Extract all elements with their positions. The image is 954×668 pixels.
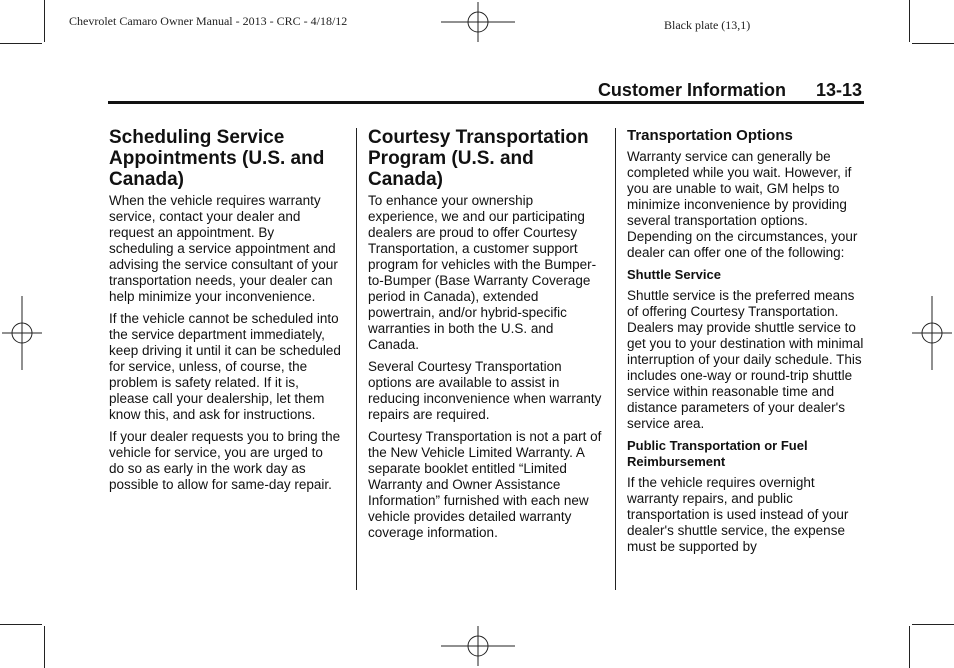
column-scheduling-service	[109, 127, 341, 499]
header-rule	[108, 101, 864, 104]
crop-mark-bottom-left-v	[44, 626, 45, 668]
running-head-right: Black plate (13,1)	[664, 18, 751, 32]
paragraph: If the vehicle cannot be scheduled into the service department immediately, keep driving it until it can be scheduled for service, unless, of course, the problem is safety related. If it is, please call your dealership, let them know this, and ask for instructions.	[109, 311, 341, 422]
registration-mark-bottom	[441, 626, 515, 666]
registration-mark-left	[2, 296, 42, 370]
section-title: Customer Information	[597, 80, 786, 100]
paragraph: To enhance your ownership experience, we and our participating dealers are proud to offer Courtesy Transportation, a customer support program for vehicles with the Bumper-to-Bumper (Base Warranty Coverage period in Canada), extended powertrain, and/or hybrid-specific warranties in both the U.S. and Canada.	[368, 193, 597, 352]
column-divider-2	[615, 128, 616, 590]
crop-mark-bottom-left-h	[0, 624, 42, 625]
heading-public-transportation: Public Transportation or Fuel Reimbursement	[627, 438, 808, 469]
heading-shuttle-service: Shuttle Service	[627, 267, 721, 282]
column-courtesy-transportation	[368, 127, 606, 547]
heading-courtesy-transportation: Courtesy Transportation Program (U.S. and Canada)	[368, 127, 589, 190]
crop-mark-top-left-h	[0, 43, 42, 44]
paragraph: Several Courtesy Transportation options are available to assist in reducing inconvenience when warranty repairs are required.	[368, 359, 602, 422]
page-number: 13-13	[815, 80, 862, 100]
crop-mark-top-right-v	[909, 0, 910, 42]
registration-mark-right	[912, 296, 952, 370]
heading-transportation-options: Transportation Options	[627, 127, 793, 144]
crop-mark-top-right-h	[912, 43, 954, 44]
section-header	[598, 80, 862, 101]
paragraph: Courtesy Transportation is not a part of the New Vehicle Limited Warranty. A separate booklet entitled “Limited Warranty and Owner Assistance Information” furnished with each new vehicle provides detailed warranty coverage information.	[368, 429, 602, 540]
column-divider-1	[356, 128, 357, 590]
paragraph: When the vehicle requires warranty service, contact your dealer and request an appointment. By scheduling a service appointment and advising the service consultant of your transportation needs, your dealer can help minimize your inconvenience.	[109, 193, 338, 304]
paragraph: Shuttle service is the preferred means of offering Courtesy Transportation. Dealers may provide shuttle service to get you to your destination with minimal interruption of your daily schedule. This includes one-way or round-trip shuttle service within reasonable time and distance parameters of your dealer's service area.	[627, 288, 864, 431]
crop-mark-bottom-right-h	[912, 624, 954, 625]
running-head-left: Chevrolet Camaro Owner Manual - 2013 - CRC - 4/18/12	[69, 14, 348, 28]
crop-mark-bottom-right-v	[909, 626, 910, 668]
paragraph: If your dealer requests you to bring the vehicle for service, you are urged to do so as early in the work day as possible to allow for same-day repair.	[109, 429, 341, 492]
column-transportation-options	[627, 127, 867, 561]
crop-mark-top-left-v	[44, 0, 45, 42]
registration-mark-top	[441, 2, 515, 42]
paragraph: Warranty service can generally be completed while you wait. However, if you are unable to wait, GM helps to minimize inconvenience by providing several transportation options. Depending on the circumstances, your dealer can offer one of the following:	[627, 149, 858, 260]
heading-scheduling-service: Scheduling Service Appointments (U.S. and Canada)	[109, 127, 325, 190]
paragraph: If the vehicle requires overnight warranty repairs, and public transportation is used instead of your dealer's shuttle service, the expense must be supported by	[627, 475, 849, 554]
